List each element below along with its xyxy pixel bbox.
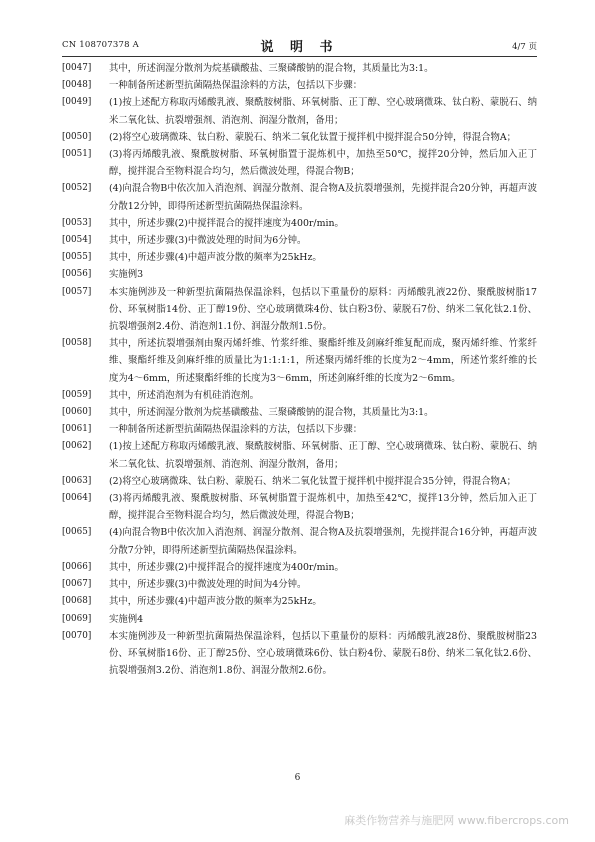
header-divider xyxy=(62,56,537,57)
paragraph xyxy=(62,335,537,387)
paragraph-text: (1)按上述配方称取丙烯酸乳液、聚酰胺树脂、环氧树脂、正丁醇、空心玻璃微珠、钛白粉、蒙脱石、纳米二氧化钛、抗裂增强剂、消泡剂、润湿分散剂，备用； xyxy=(109,441,537,470)
paragraph xyxy=(62,404,537,421)
paragraph xyxy=(62,180,537,214)
paragraph xyxy=(62,387,537,404)
paragraph-text: 其中，所述消泡剂为有机硅消泡剂。 xyxy=(109,389,260,401)
paragraph-number: [0061] xyxy=(62,424,92,435)
paragraph xyxy=(62,628,537,680)
page-of-total: 4/7 页 xyxy=(512,42,537,52)
page-number: 6 xyxy=(294,773,301,783)
paragraph xyxy=(62,284,537,336)
paragraph xyxy=(62,473,537,490)
paragraph-number: [0057] xyxy=(62,286,92,297)
paragraph xyxy=(62,611,537,628)
paragraph-number: [0065] xyxy=(62,527,92,538)
paragraph xyxy=(62,232,537,249)
document-body xyxy=(62,60,537,679)
paragraph-number: [0069] xyxy=(62,613,92,624)
paragraph xyxy=(62,266,537,283)
paragraph-number: [0068] xyxy=(62,596,92,607)
paragraph xyxy=(62,249,537,266)
paragraph-text: 本实施例涉及一种新型抗菌隔热保温涂料，包括以下重量份的原料：丙烯酸乳液22份、聚酰胺树脂17份、环氧树脂14份、正丁醇19份、空心玻璃微珠4份、钛白粉3份、蒙脱石7份、纳米二氧化钛2.1份、抗裂增强剂2.4份、消泡剂1.1份、润湿分散剂1.5份。 xyxy=(109,286,537,333)
paragraph-text: 其中，所述步骤(3)中微波处理的时间为6分钟。 xyxy=(109,235,307,247)
paragraph-text: 其中，所述步骤(4)中超声波分散的频率为25kHz。 xyxy=(109,252,322,264)
paragraph-text: 其中，所述步骤(3)中微波处理的时间为4分钟。 xyxy=(109,579,307,591)
paragraph-text: (1)按上述配方称取丙烯酸乳液、聚酰胺树脂、环氧树脂、正丁醇、空心玻璃微珠、钛白粉、蒙脱石、纳米二氧化钛、抗裂增强剂、消泡剂、润湿分散剂，备用； xyxy=(109,97,537,126)
paragraph xyxy=(62,524,537,558)
paragraph-number: [0064] xyxy=(62,493,92,504)
paragraph-text: 实施例4 xyxy=(109,613,144,625)
paragraph-number: [0052] xyxy=(62,183,92,194)
paragraph-text: 其中，所述润湿分散剂为烷基磺酸盐、三聚磷酸钠的混合物，其质量比为3:1。 xyxy=(109,63,434,74)
paragraph-text: 本实施例涉及一种新型抗菌隔热保温涂料，包括以下重量份的原料：丙烯酸乳液28份、聚酰胺树脂23份、环氧树脂16份、正丁醇25份、空心玻璃微珠6份、钛白粉4份、蒙脱石8份、纳米二氧化钛2.6份、抗裂增强剂3.2份、消泡剂1.8份、润湿分散剂2.6份。 xyxy=(109,630,537,677)
page-header xyxy=(62,36,537,54)
document-title: 说 明 书 xyxy=(260,40,339,55)
paragraph-text: (4)向混合物B中依次加入消泡剂、润湿分散剂、混合物A及抗裂增强剂，先搅拌混合20分钟，再超声波分散12分钟，即得所述新型抗菌隔热保温涂料。 xyxy=(109,183,537,212)
paragraph-text: (3)将丙烯酸乳液、聚酰胺树脂、环氧树脂置于混炼机中，加热至42℃，搅拌13分钟，然后加入正丁醇，搅拌混合至物料混合均匀，然后微波处理，得混合物B； xyxy=(109,493,537,522)
paragraph-number: [0058] xyxy=(62,338,92,349)
paragraph-number: [0049] xyxy=(62,97,92,108)
paragraph xyxy=(62,490,537,524)
paragraph-number: [0055] xyxy=(62,252,92,263)
paragraph xyxy=(62,146,537,180)
paragraph-text: 一种制备所述新型抗菌隔热保温涂料的方法，包括以下步骤： xyxy=(109,80,363,92)
paragraph-text: 其中，所述步骤(2)中搅拌混合的搅拌速度为400r/min。 xyxy=(109,217,344,229)
paragraph xyxy=(62,129,537,146)
paragraph-number: [0060] xyxy=(62,407,92,418)
paragraph-text: (4)向混合物B中依次加入消泡剂、润湿分散剂、混合物A及抗裂增强剂，先搅拌混合16分钟，再超声波分散7分钟，即得所述新型抗菌隔热保温涂料。 xyxy=(109,527,537,556)
paragraph-text: 一种制备所述新型抗菌隔热保温涂料的方法，包括以下步骤： xyxy=(109,424,363,436)
patent-number: CN 108707378 A xyxy=(62,40,139,50)
paragraph-number: [0050] xyxy=(62,131,92,142)
paragraph xyxy=(62,559,537,576)
paragraph xyxy=(62,421,537,438)
paragraph-text: 其中，所述步骤(4)中超声波分散的频率为25kHz。 xyxy=(109,596,322,608)
paragraph-number: [0063] xyxy=(62,475,92,486)
paragraph xyxy=(62,60,537,77)
paragraph-text: (2)将空心玻璃微珠、钛白粉、蒙脱石、纳米二氧化钛置于搅拌机中搅拌混合50分钟，得混合物A； xyxy=(109,131,516,143)
paragraph xyxy=(62,215,537,232)
paragraph-number: [0047] xyxy=(62,63,92,73)
site-watermark: 麻类作物营养与施肥网 www.fibercrops.com xyxy=(344,814,569,827)
paragraph-number: [0059] xyxy=(62,389,92,400)
paragraph xyxy=(62,593,537,610)
paragraph xyxy=(62,94,537,128)
paragraph xyxy=(62,438,537,472)
paragraph-number: [0053] xyxy=(62,217,92,228)
paragraph-text: 其中，所述抗裂增强剂由聚丙烯纤维、竹浆纤维、聚酯纤维及剑麻纤维复配而成，聚丙烯纤维、竹浆纤维、聚酯纤维及剑麻纤维的质量比为1:1:1:1，所述聚丙烯纤维的长度为2～4mm，所述竹浆纤维的长度为4～6mm，所述聚酯纤维的长度为3～6mm，所述剑麻纤维的长度为2～6mm。 xyxy=(109,338,537,384)
paragraph-number: [0051] xyxy=(62,149,92,160)
paragraph xyxy=(62,576,537,593)
paragraph-text: 其中，所述步骤(2)中搅拌混合的搅拌速度为400r/min。 xyxy=(109,561,344,573)
paragraph xyxy=(62,77,537,94)
paragraph-number: [0070] xyxy=(62,630,92,641)
paragraph-text: 其中，所述润湿分散剂为烷基磺酸盐、三聚磷酸钠的混合物，其质量比为3:1。 xyxy=(109,407,434,419)
paragraph-text: (3)将丙烯酸乳液、聚酰胺树脂、环氧树脂置于混炼机中，加热至50℃，搅拌20分钟，然后加入正丁醇，搅拌混合至物料混合均匀，然后微波处理，得混合物B； xyxy=(109,149,537,178)
paragraph-number: [0062] xyxy=(62,441,92,452)
paragraph-number: [0067] xyxy=(62,579,92,590)
paragraph-text: (2)将空心玻璃微珠、钛白粉、蒙脱石、纳米二氧化钛置于搅拌机中搅拌混合35分钟，得混合物A； xyxy=(109,475,516,487)
paragraph-text: 实施例3 xyxy=(109,269,144,281)
paragraph-number: [0056] xyxy=(62,269,92,280)
paragraph-number: [0066] xyxy=(62,561,92,572)
paragraph-number: [0048] xyxy=(62,80,92,91)
paragraph-number: [0054] xyxy=(62,235,92,246)
